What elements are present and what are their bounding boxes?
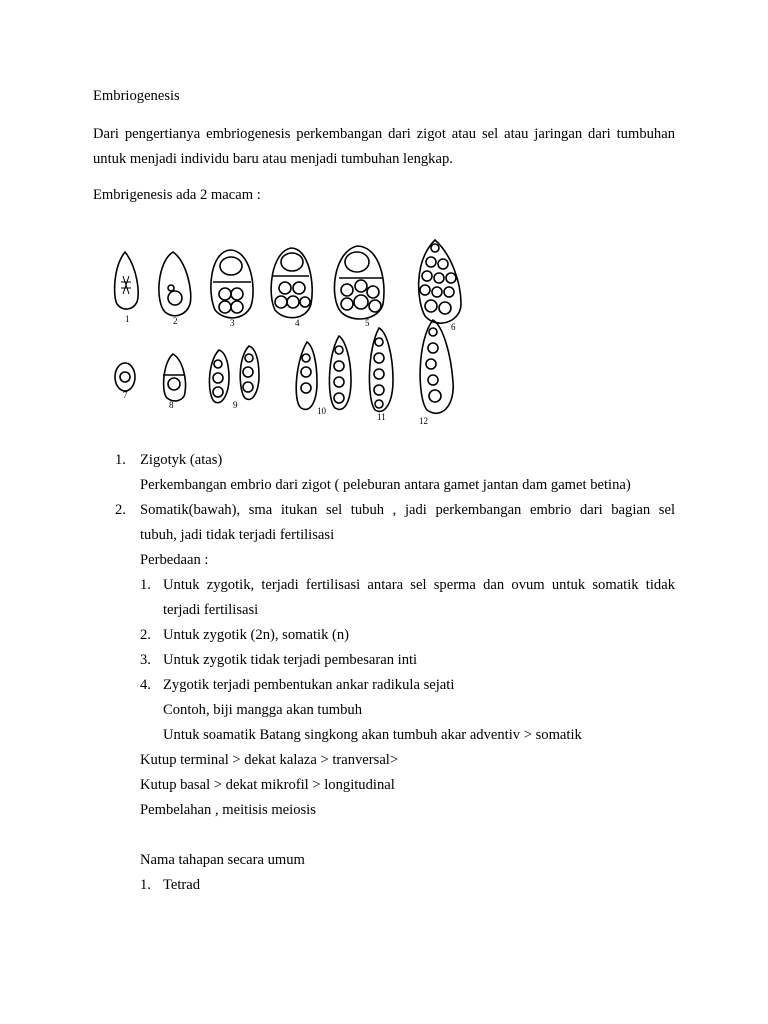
stage-label-8: 8 (169, 400, 174, 410)
sub-item-1-line-2: terjadi fertilisasi (163, 602, 259, 618)
zigotyk-desc: Perkembangan embrio dari zigot ( peleburan antara gamet jantan dam gamet betina) (140, 477, 631, 493)
sub-item-4-line-3: Untuk soamatik Batang singkong akan tumbuh akar adventiv > somatik (163, 727, 582, 743)
list-number-1: 1. (115, 452, 126, 468)
stage-label-5: 5 (365, 318, 370, 328)
embryo-stages-drawing (95, 232, 465, 432)
list-number-2: 2. (115, 502, 126, 518)
sub-number-1: 1. (140, 577, 151, 593)
types-intro: Embrigenesis ada 2 macam : (93, 187, 261, 203)
sub-item-4-line-1: Zygotik terjadi pembentukan ankar radikula sejati (163, 677, 455, 693)
stage-label-10: 10 (317, 406, 326, 416)
somatik-line-2: tubuh, jadi tidak terjadi fertilisasi (140, 527, 335, 543)
intro-paragraph: Dari pengertianya embriogenesis perkembangan dari zigot atau sel atau jaringan dari tumbuhan untuk menjadi individu baru atau menjadi tumbuhan lengkap. (93, 126, 675, 167)
nama-tahapan-heading: Nama tahapan secara umum (140, 852, 305, 868)
stage-label-2: 2 (173, 316, 178, 326)
sub-number-4: 4. (140, 677, 151, 693)
sub-item-1-line-1: Untuk zygotik, terjadi fertilisasi antara sel sperma dan ovum untuk somatik tidak (163, 577, 675, 593)
sub-item-4-line-2: Contoh, biji mangga akan tumbuh (163, 702, 363, 718)
sub-number-2: 2. (140, 627, 151, 643)
stage-label-11: 11 (377, 412, 386, 422)
stage-label-1: 1 (125, 314, 130, 324)
sub-item-2: Untuk zygotik (2n), somatik (n) (163, 627, 350, 643)
pembelahan: Pembelahan , meitisis meiosis (140, 802, 316, 818)
perbedaan-heading: Perbedaan : (140, 552, 209, 568)
stage-label-3: 3 (230, 318, 235, 328)
stage-label-12: 12 (419, 416, 428, 426)
tahapan-number-1: 1. (140, 877, 151, 893)
zigotyk-title: Zigotyk (atas) (140, 452, 223, 468)
sub-number-3: 3. (140, 652, 151, 668)
stage-label-7: 7 (123, 390, 128, 400)
document-title: Embriogenesis (93, 88, 180, 104)
kutup-basal: Kutup basal > dekat mikrofil > longitudinal (140, 777, 395, 793)
stage-label-4: 4 (295, 318, 300, 328)
tahapan-item-1: Tetrad (163, 877, 201, 893)
embryo-stages-figure (95, 232, 465, 432)
somatik-line-1: Somatik(bawah), sma itukan sel tubuh , jadi perkembangan embrio dari bagian sel (140, 502, 675, 518)
stage-label-9: 9 (233, 400, 238, 410)
stage-label-6: 6 (451, 322, 456, 332)
sub-item-3: Untuk zygotik tidak terjadi pembesaran inti (163, 652, 418, 668)
kutup-terminal: Kutup terminal > dekat kalaza > tranversal> (140, 752, 399, 768)
